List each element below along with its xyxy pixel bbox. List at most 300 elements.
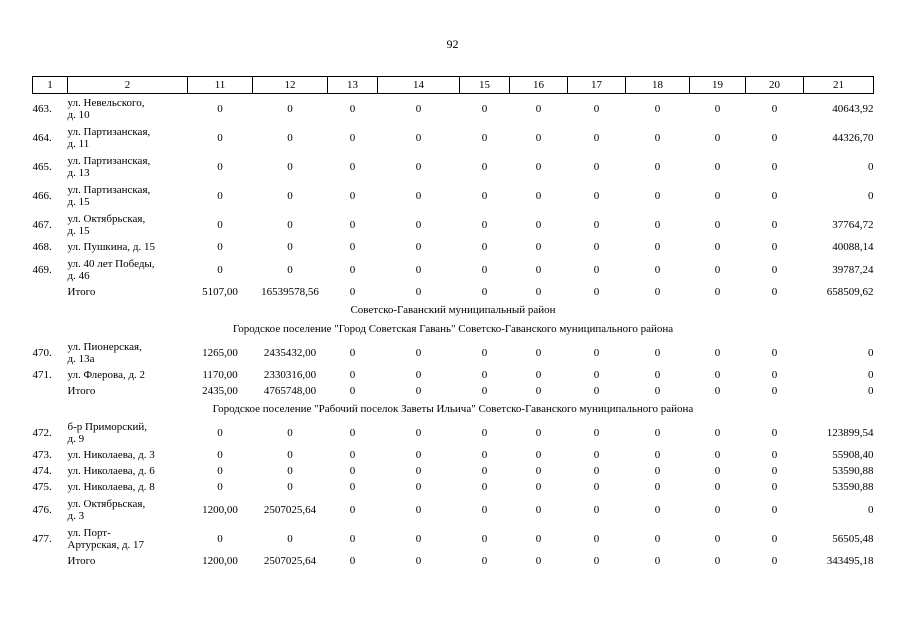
value-cell: 1170,00 [202, 369, 238, 381]
value-cell: 0 [287, 426, 293, 439]
column-header: 20 [746, 77, 804, 94]
value-cell: 0 [593, 346, 600, 359]
table-row [33, 479, 874, 495]
value-cell: 0 [771, 131, 778, 144]
value-cell: 0 [868, 189, 874, 202]
value-cell: 0 [415, 449, 422, 461]
row-number: 473. [32, 449, 52, 461]
value-cell: 0 [287, 241, 293, 253]
value-cell: 0 [714, 465, 721, 477]
address-cell [68, 463, 188, 479]
value-cell: 0 [714, 449, 721, 461]
address-line: д. 15 [67, 195, 90, 208]
value-cell: 0 [217, 465, 223, 477]
address-line: д. 10 [67, 108, 90, 121]
table-row [33, 447, 874, 463]
address-line: ул. Партизанская, [67, 154, 151, 167]
value-cell: 0 [217, 218, 223, 231]
value-cell: 0 [535, 465, 542, 477]
value-cell: 0 [593, 218, 600, 231]
value-cell: 0 [481, 102, 488, 115]
value-cell: 0 [535, 160, 542, 173]
address-line: ул. Октябрьская, [67, 212, 146, 225]
value-cell: 44326,70 [832, 131, 874, 144]
value-cell: 0 [654, 385, 661, 397]
value-cell: 0 [714, 189, 721, 202]
value-cell: 0 [593, 555, 600, 567]
section-header-row [33, 399, 874, 418]
value-cell: 0 [654, 481, 661, 493]
value-cell: 0 [535, 385, 542, 397]
value-cell: 0 [287, 263, 293, 276]
address-line: ул. Николаева, д. 6 [67, 465, 155, 477]
address-line: ул. Пионерская, [67, 340, 142, 353]
column-header: 17 [568, 77, 626, 94]
row-number: 471. [32, 369, 52, 381]
table-row [33, 239, 874, 255]
value-cell: 0 [868, 346, 874, 359]
address-line: д. 46 [67, 269, 90, 282]
value-cell: 0 [714, 102, 721, 115]
value-cell: 0 [593, 369, 600, 381]
value-cell: 0 [415, 503, 422, 516]
table-row [33, 152, 874, 181]
value-cell: 0 [349, 532, 356, 545]
value-cell: 0 [217, 426, 223, 439]
value-cell: 0 [481, 465, 488, 477]
value-cell: 0 [593, 286, 600, 298]
value-cell: 0 [714, 503, 721, 516]
value-cell: 0 [481, 503, 488, 516]
value-cell: 0 [714, 241, 721, 253]
value-cell: 4765748,00 [263, 385, 317, 397]
row-number: 464. [32, 131, 52, 144]
value-cell: 0 [535, 286, 542, 298]
row-number [33, 383, 68, 399]
value-cell: 0 [771, 263, 778, 276]
address-line: д. 3 [67, 509, 85, 522]
value-cell: 0 [217, 102, 223, 115]
value-cell: 0 [654, 160, 661, 173]
address-line: Итого [67, 555, 96, 567]
value-cell: 0 [654, 241, 661, 253]
value-cell: 0 [654, 369, 661, 381]
column-header: 13 [328, 77, 378, 94]
value-cell: 0 [481, 555, 488, 567]
value-cell: 0 [349, 481, 356, 493]
value-cell: 0 [415, 532, 422, 545]
value-cell: 2435432,00 [263, 346, 317, 359]
value-cell: 0 [714, 346, 721, 359]
value-cell: 0 [217, 160, 223, 173]
value-cell: 40643,92 [832, 102, 874, 115]
value-cell: 123899,54 [826, 426, 874, 439]
value-cell: 0 [415, 160, 422, 173]
value-cell: 0 [593, 241, 600, 253]
value-cell: 0 [535, 102, 542, 115]
value-cell: 0 [593, 532, 600, 545]
value-cell: 0 [593, 102, 600, 115]
section-title: Городское поселение "Город Советская Гавань" Советско-Гаванского муниципального района [232, 322, 674, 335]
table-body [33, 94, 874, 570]
row-number: 468. [32, 241, 52, 253]
row-number: 470. [32, 346, 52, 359]
value-cell: 0 [415, 241, 422, 253]
value-cell: 0 [415, 102, 422, 115]
value-cell: 0 [535, 189, 542, 202]
value-cell: 0 [535, 481, 542, 493]
value-cell: 0 [481, 346, 488, 359]
value-cell: 0 [287, 189, 293, 202]
value-cell: 1200,00 [202, 503, 238, 516]
value-cell: 0 [349, 189, 356, 202]
total-row [33, 284, 874, 300]
value-cell: 0 [868, 160, 874, 173]
value-cell: 0 [771, 286, 778, 298]
total-row [33, 383, 874, 399]
value-cell: 53590,88 [832, 465, 874, 477]
value-cell: 0 [415, 555, 422, 567]
column-header: 15 [460, 77, 510, 94]
value-cell: 0 [654, 263, 661, 276]
table-row [33, 123, 874, 152]
value-cell: 0 [714, 160, 721, 173]
column-header: 19 [690, 77, 746, 94]
address-cell [68, 152, 188, 181]
value-cell: 0 [535, 532, 542, 545]
value-cell: 37764,72 [832, 218, 874, 231]
value-cell: 0 [654, 189, 661, 202]
value-cell: 0 [481, 369, 488, 381]
value-cell: 0 [349, 465, 356, 477]
total-label [68, 383, 188, 399]
value-cell: 0 [217, 532, 223, 545]
address-line: Итого [67, 286, 96, 298]
value-cell: 0 [654, 503, 661, 516]
total-row [33, 553, 874, 569]
address-line: д. 11 [67, 137, 90, 150]
value-cell: 0 [593, 449, 600, 461]
column-header: 18 [626, 77, 690, 94]
value-cell: 55908,40 [832, 449, 874, 461]
value-cell: 0 [349, 102, 356, 115]
value-cell: 0 [287, 160, 293, 173]
value-cell: 0 [481, 449, 488, 461]
value-cell: 0 [415, 465, 422, 477]
value-cell: 0 [654, 286, 661, 298]
value-cell: 0 [535, 263, 542, 276]
address-line: Артурская, д. 17 [67, 538, 145, 551]
address-line: ул. Октябрьская, [67, 497, 146, 510]
value-cell: 0 [415, 481, 422, 493]
value-cell: 0 [771, 346, 778, 359]
address-line: ул. Николаева, д. 3 [67, 449, 155, 461]
value-cell: 0 [714, 481, 721, 493]
value-cell: 0 [349, 346, 356, 359]
address-cell [68, 447, 188, 463]
address-cell [68, 94, 188, 124]
value-cell: 0 [771, 369, 778, 381]
value-cell: 0 [217, 263, 223, 276]
value-cell: 0 [481, 263, 488, 276]
value-cell: 0 [349, 369, 356, 381]
value-cell: 0 [217, 449, 223, 461]
value-cell: 0 [593, 465, 600, 477]
value-cell: 0 [415, 385, 422, 397]
address-cell [68, 239, 188, 255]
value-cell: 0 [415, 131, 422, 144]
row-number: 466. [32, 189, 52, 202]
value-cell: 0 [481, 286, 488, 298]
value-cell: 0 [481, 385, 488, 397]
column-header: 16 [510, 77, 568, 94]
value-cell: 0 [415, 426, 422, 439]
address-line: д. 9 [67, 432, 85, 445]
value-cell: 0 [771, 503, 778, 516]
value-cell: 2435,00 [202, 385, 238, 397]
value-cell: 0 [654, 555, 661, 567]
value-cell: 0 [771, 218, 778, 231]
address-line: д. 13а [67, 352, 95, 365]
address-line: ул. Порт- [67, 526, 111, 539]
value-cell: 0 [535, 449, 542, 461]
value-cell: 0 [349, 426, 356, 439]
value-cell: 0 [415, 189, 422, 202]
address-line: ул. Николаева, д. 8 [67, 481, 155, 493]
column-header: 1 [33, 77, 68, 94]
row-number [33, 284, 68, 300]
row-number: 472. [32, 426, 52, 439]
address-line: ул. Пушкина, д. 15 [67, 241, 156, 253]
table-row [33, 94, 874, 124]
value-cell: 658509,62 [826, 286, 874, 298]
value-cell: 0 [593, 263, 600, 276]
address-cell [68, 367, 188, 383]
value-cell: 0 [593, 481, 600, 493]
value-cell: 0 [593, 160, 600, 173]
value-cell: 0 [481, 218, 488, 231]
value-cell: 0 [481, 532, 488, 545]
address-cell [68, 255, 188, 284]
address-line: б-р Приморский, [67, 420, 148, 433]
column-header: 21 [804, 77, 874, 94]
value-cell: 16539578,56 [261, 286, 319, 298]
address-cell [68, 479, 188, 495]
value-cell: 0 [771, 241, 778, 253]
value-cell: 0 [415, 369, 422, 381]
column-header: 11 [188, 77, 253, 94]
table-row [33, 181, 874, 210]
value-cell: 0 [868, 369, 874, 381]
address-line: д. 13 [67, 166, 90, 179]
value-cell: 0 [593, 426, 600, 439]
address-cell [68, 495, 188, 524]
value-cell: 0 [415, 218, 422, 231]
value-cell: 0 [535, 241, 542, 253]
value-cell: 39787,24 [832, 263, 874, 276]
row-number: 475. [32, 481, 52, 493]
row-number [33, 553, 68, 569]
value-cell: 0 [593, 131, 600, 144]
address-line: ул. Невельского, [67, 96, 145, 109]
data-table [32, 76, 874, 569]
total-label [68, 553, 188, 569]
address-line: д. 15 [67, 224, 90, 237]
value-cell: 0 [714, 369, 721, 381]
value-cell: 0 [287, 465, 293, 477]
table-row [33, 418, 874, 447]
value-cell: 0 [771, 555, 778, 567]
value-cell: 2507025,64 [263, 503, 317, 516]
table-row [33, 524, 874, 553]
value-cell: 0 [771, 189, 778, 202]
value-cell: 0 [535, 555, 542, 567]
value-cell: 0 [654, 465, 661, 477]
table-row [33, 210, 874, 239]
value-cell: 0 [714, 532, 721, 545]
value-cell: 0 [349, 286, 356, 298]
value-cell: 0 [771, 102, 778, 115]
value-cell: 0 [714, 426, 721, 439]
value-cell: 0 [535, 346, 542, 359]
column-header: 2 [68, 77, 188, 94]
value-cell: 0 [535, 218, 542, 231]
value-cell: 0 [349, 241, 356, 253]
value-cell: 0 [287, 218, 293, 231]
address-line: ул. Партизанская, [67, 183, 151, 196]
value-cell: 5107,00 [202, 286, 238, 298]
row-number: 463. [32, 102, 52, 115]
section-header-row [33, 300, 874, 319]
value-cell: 0 [654, 426, 661, 439]
value-cell: 0 [535, 131, 542, 144]
address-cell [68, 123, 188, 152]
value-cell: 0 [287, 131, 293, 144]
row-number: 477. [32, 532, 52, 545]
row-number: 465. [32, 160, 52, 173]
value-cell: 0 [217, 481, 223, 493]
value-cell: 0 [593, 189, 600, 202]
table-row [33, 495, 874, 524]
page-number: 92 [446, 37, 459, 51]
value-cell: 0 [535, 426, 542, 439]
table-row [33, 367, 874, 383]
address-line: ул. Партизанская, [67, 125, 151, 138]
value-cell: 0 [287, 481, 293, 493]
value-cell: 0 [287, 532, 293, 545]
table-row [33, 338, 874, 367]
column-header: 14 [378, 77, 460, 94]
value-cell: 0 [654, 449, 661, 461]
value-cell: 1265,00 [202, 346, 238, 359]
value-cell: 0 [481, 131, 488, 144]
address-cell [68, 524, 188, 553]
section-header-row [33, 319, 874, 338]
value-cell: 0 [771, 426, 778, 439]
address-line: ул. Флерова, д. 2 [67, 369, 146, 381]
value-cell: 0 [481, 189, 488, 202]
value-cell: 0 [349, 131, 356, 144]
column-header: 12 [253, 77, 328, 94]
value-cell: 0 [654, 532, 661, 545]
value-cell: 0 [349, 385, 356, 397]
value-cell: 0 [654, 102, 661, 115]
value-cell: 0 [771, 449, 778, 461]
value-cell: 0 [714, 555, 721, 567]
section-title: Городское поселение "Рабочий поселок Заветы Ильича" Советско-Гаванского муниципального района [212, 402, 694, 415]
value-cell: 0 [349, 449, 356, 461]
value-cell: 343495,18 [826, 555, 874, 567]
row-number: 474. [32, 465, 52, 477]
address-cell [68, 418, 188, 447]
value-cell: 0 [714, 385, 721, 397]
value-cell: 0 [654, 346, 661, 359]
value-cell: 0 [287, 102, 293, 115]
value-cell: 0 [481, 481, 488, 493]
value-cell: 2330316,00 [263, 369, 317, 381]
address-line: ул. 40 лет Победы, [67, 257, 155, 270]
value-cell: 0 [481, 426, 488, 439]
row-number: 467. [32, 218, 52, 231]
value-cell: 0 [714, 218, 721, 231]
value-cell: 0 [349, 263, 356, 276]
address-cell [68, 210, 188, 239]
value-cell: 0 [535, 369, 542, 381]
value-cell: 0 [481, 160, 488, 173]
value-cell: 40088,14 [832, 241, 874, 253]
value-cell: 0 [349, 555, 356, 567]
address-cell [68, 338, 188, 367]
total-label [68, 284, 188, 300]
address-cell [68, 181, 188, 210]
value-cell: 0 [349, 218, 356, 231]
value-cell: 56505,48 [832, 532, 874, 545]
table-row [33, 255, 874, 284]
row-number: 469. [32, 263, 52, 276]
value-cell: 0 [535, 503, 542, 516]
section-title: Советско-Гаванский муниципальный район [350, 303, 556, 316]
table-header-row [33, 77, 874, 94]
value-cell: 0 [481, 241, 488, 253]
table-row [33, 463, 874, 479]
value-cell: 0 [654, 131, 661, 144]
value-cell: 0 [415, 263, 422, 276]
value-cell: 0 [415, 286, 422, 298]
value-cell: 0 [771, 465, 778, 477]
value-cell: 2507025,64 [263, 555, 317, 567]
value-cell: 0 [217, 189, 223, 202]
value-cell: 0 [714, 263, 721, 276]
address-line: Итого [67, 385, 96, 397]
value-cell: 0 [593, 503, 600, 516]
value-cell: 0 [868, 385, 874, 397]
value-cell: 0 [593, 385, 600, 397]
value-cell: 0 [714, 286, 721, 298]
value-cell: 0 [217, 131, 223, 144]
value-cell: 0 [868, 503, 874, 516]
value-cell: 0 [415, 346, 422, 359]
value-cell: 0 [349, 503, 356, 516]
value-cell: 0 [349, 160, 356, 173]
value-cell: 0 [714, 131, 721, 144]
value-cell: 0 [771, 385, 778, 397]
value-cell: 0 [217, 241, 223, 253]
value-cell: 0 [654, 218, 661, 231]
value-cell: 0 [771, 532, 778, 545]
value-cell: 53590,88 [832, 481, 874, 493]
row-number: 476. [32, 503, 52, 516]
value-cell: 0 [287, 449, 293, 461]
